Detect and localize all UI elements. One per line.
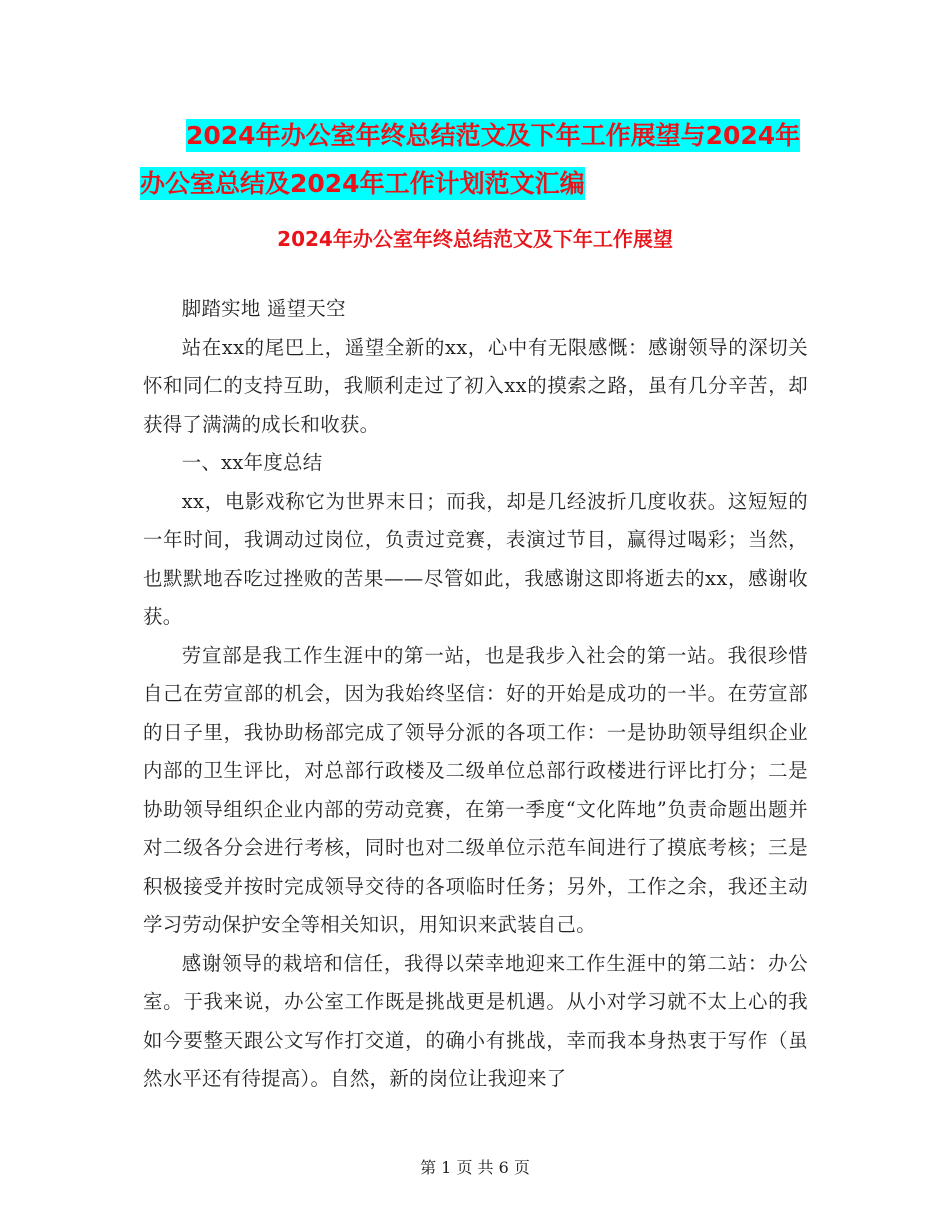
section-title: 2024年办公室年终总结范文及下年工作展望 — [277, 227, 673, 251]
paragraph-year-review: xx，电影戏称它为世界末日；而我，却是几经波折几度收获。这短短的一年时间，我调动过岗位，负责过竞赛，表演过节目，赢得过喝彩；当然，也默默地吞吃过挫败的苦果——尽管如此，我感谢这即将逝去的xx，感谢收获。 — [143, 489, 808, 628]
body-text — [143, 290, 808, 1099]
paragraph-labor-dept: 劳宣部是我工作生涯中的第一站，也是我步入社会的第一站。我很珍惜自己在劳宣部的机会，因为我始终坚信：好的开始是成功的一半。在劳宣部的日子里，我协助杨部完成了领导分派的各项工作：一是协助领导组织企业内部的卫生评比，对总部行政楼及二级单位总部行政楼进行评比打分；二是协助领导组织企业内部的劳动竞赛，在第一季度“文化阵地”负责命题出题并对二级各分会进行考核，同时也对二级单位示范车间进行了摸底考核；三是积极接受并按时完成领导交待的各项临时任务；另外，工作之余，我还主动学习劳动保护安全等相关知识，用知识来武装自己。 — [143, 643, 808, 936]
page-footer: 第 1 页 共 6 页 — [420, 1158, 530, 1177]
paragraph-intro: 站在xx的尾巴上，遥望全新的xx，心中有无限感慨：感谢领导的深切关怀和同仁的支持互助，我顺利走过了初入xx的摸索之路，虽有几分辛苦，却获得了满满的成长和收获。 — [143, 335, 808, 436]
paragraph-motto: 脚踏实地 遥望天空 — [181, 297, 346, 320]
paragraph-office: 感谢领导的栽培和信任，我得以荣幸地迎来工作生涯中的第二站：办公室。于我来说，办公室工作既是挑战更是机遇。从小对学习就不太上心的我如今要整天跟公文写作打交道，的确小有挑战，幸而我本身热衷于写作（虽然水平还有待提高）。自然，新的岗位让我迎来了 — [143, 951, 808, 1090]
paragraph-heading-summary: 一、xx年度总结 — [181, 451, 323, 474]
main-title-line-2 — [140, 160, 840, 208]
main-title-line-2-highlight: 办公室总结及2024年工作计划范文汇编 — [140, 169, 585, 198]
main-title-line-1-highlight: 2024年办公室年终总结范文及下年工作展望与2024年 — [186, 121, 801, 150]
main-title-line-1 — [140, 112, 840, 160]
main-title — [140, 112, 840, 208]
